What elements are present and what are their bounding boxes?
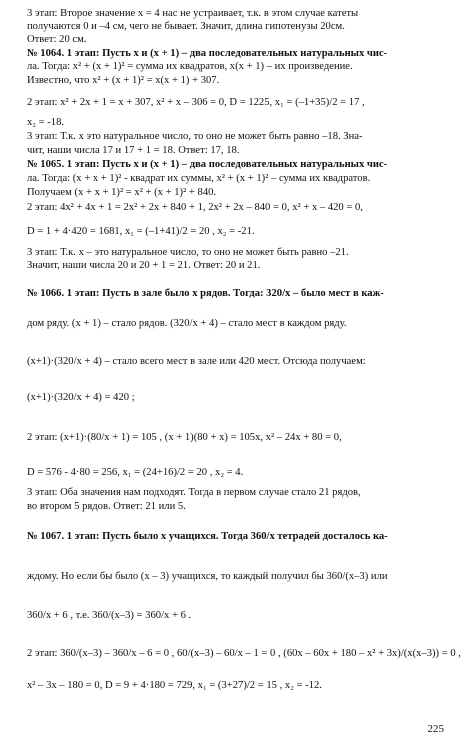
formula-line: x² – 3x – 180 = 0, D = 9 + 4·180 = 729, x₁ = (3+27)/2 = 15 , x₂ = -12. [27,680,322,691]
problem-1065-heading: № 1065. 1 этап: Пусть x и (x + 1) – два последовательных натуральных чис- [27,159,388,170]
text-line: во втором 5 рядов. Ответ: 21 или 5. [27,501,186,512]
formula-line: 2 этап: x² + 2x + 1 = x + 307, x² + x – 306 = 0, D = 1225, x₁ = (–1+35)/2 = 17 , [27,97,365,108]
formula-line: дом ряду. (x + 1) – стало рядов. (320/x + 4) – стало мест в каждом ряду. [27,318,347,329]
problem-1067-heading: № 1067. 1 этап: Пусть было x учащихся. Тогда 360/x тетрадей досталось ка- [27,531,388,542]
formula-line: 2 этап: (x+1)·(80/x + 1) = 105 , (x + 1)(80 + x) = 105x, x² – 24x + 80 = 0, [27,432,342,443]
problem-1066-heading: № 1066. 1 этап: Пусть в зале было x рядов. Тогда: 320/x – было мест в каж- [27,288,384,299]
formula-line: 360/x + 6 , т.е. 360/(x–3) = 360/x + 6 . [27,610,192,621]
text-line: чит, наши числа 17 и 17 + 1 = 18. Ответ: 17, 18. [27,145,240,156]
text-line: Получаем (x + x + 1)² = x² + (x + 1)² + 840. [27,187,217,198]
text-line: Значит, наши числа 20 и 20 + 1 = 21. Ответ: 20 и 21. [27,260,261,271]
page-number: 225 [427,722,444,735]
text-line: ла. Тогда: (x + x + 1)² - квадрат их суммы, x² + (x + 1)² – сумма их квадратов. [27,173,371,184]
formula-line: ждому. Но если бы было (x – 3) учащихся, то каждый получил бы 360/(x–3) или [27,571,388,582]
text-line: x₂ = -18. [27,117,65,128]
text-line: 3 этап: Второе значение x = 4 нас не устраивает, т.к. в этом случае катеты [27,8,359,19]
formula-line: D = 1 + 4·420 = 1681, x₁ = (–1+41)/2 = 20 , x₂ = -21. [27,226,255,237]
text-line: Известно, что x² + (x + 1)² = x(x + 1) + 307. [27,75,220,86]
formula-line: 2 этап: 360/(x–3) – 360/x – 6 = 0 , 60/(x–3) – 60/x – 1 = 0 , (60x – 60x + 180 – x² + 3x)/(x(x–3)) = 0 , [27,648,461,659]
formula-line: (x+1)·(320/x + 4) = 420 ; [27,392,135,403]
text-line: 3 этап: Т.к. x – это натуральное число, то оно не может быть равно –21. [27,247,349,258]
text-line: ла. Тогда: x² + (x + 1)² = сумма их квадратов, x(x + 1) – их произведение. [27,61,353,72]
text-line: Ответ: 20 см. [27,34,87,45]
formula-line: 2 этап: 4x² + 4x + 1 = 2x² + 2x + 840 + 1, 2x² + 2x – 840 = 0, x² + x – 420 = 0, [27,202,363,213]
text-line: 3 этап: Т.к. x это натуральное число, то оно не может быть равно –18. Зна- [27,131,363,142]
text-line: 3 этап: Оба значения нам подходят. Тогда в первом случае стало 21 рядов, [27,487,361,498]
formula-line: (x+1)·(320/x + 4) – стало всего мест в зале или 420 мест. Отсюда получаем: [27,356,366,367]
problem-1064-heading: № 1064. 1 этап: Пусть x и (x + 1) – два последовательных натуральных чис- [27,48,388,59]
formula-line: D = 576 - 4·80 = 256, x₁ = (24+16)/2 = 20 , x₂ = 4. [27,467,244,478]
text-line: получаются 0 и –4 см, чего не бывает. Значит, длина гипотенузы 20см. [27,21,345,32]
